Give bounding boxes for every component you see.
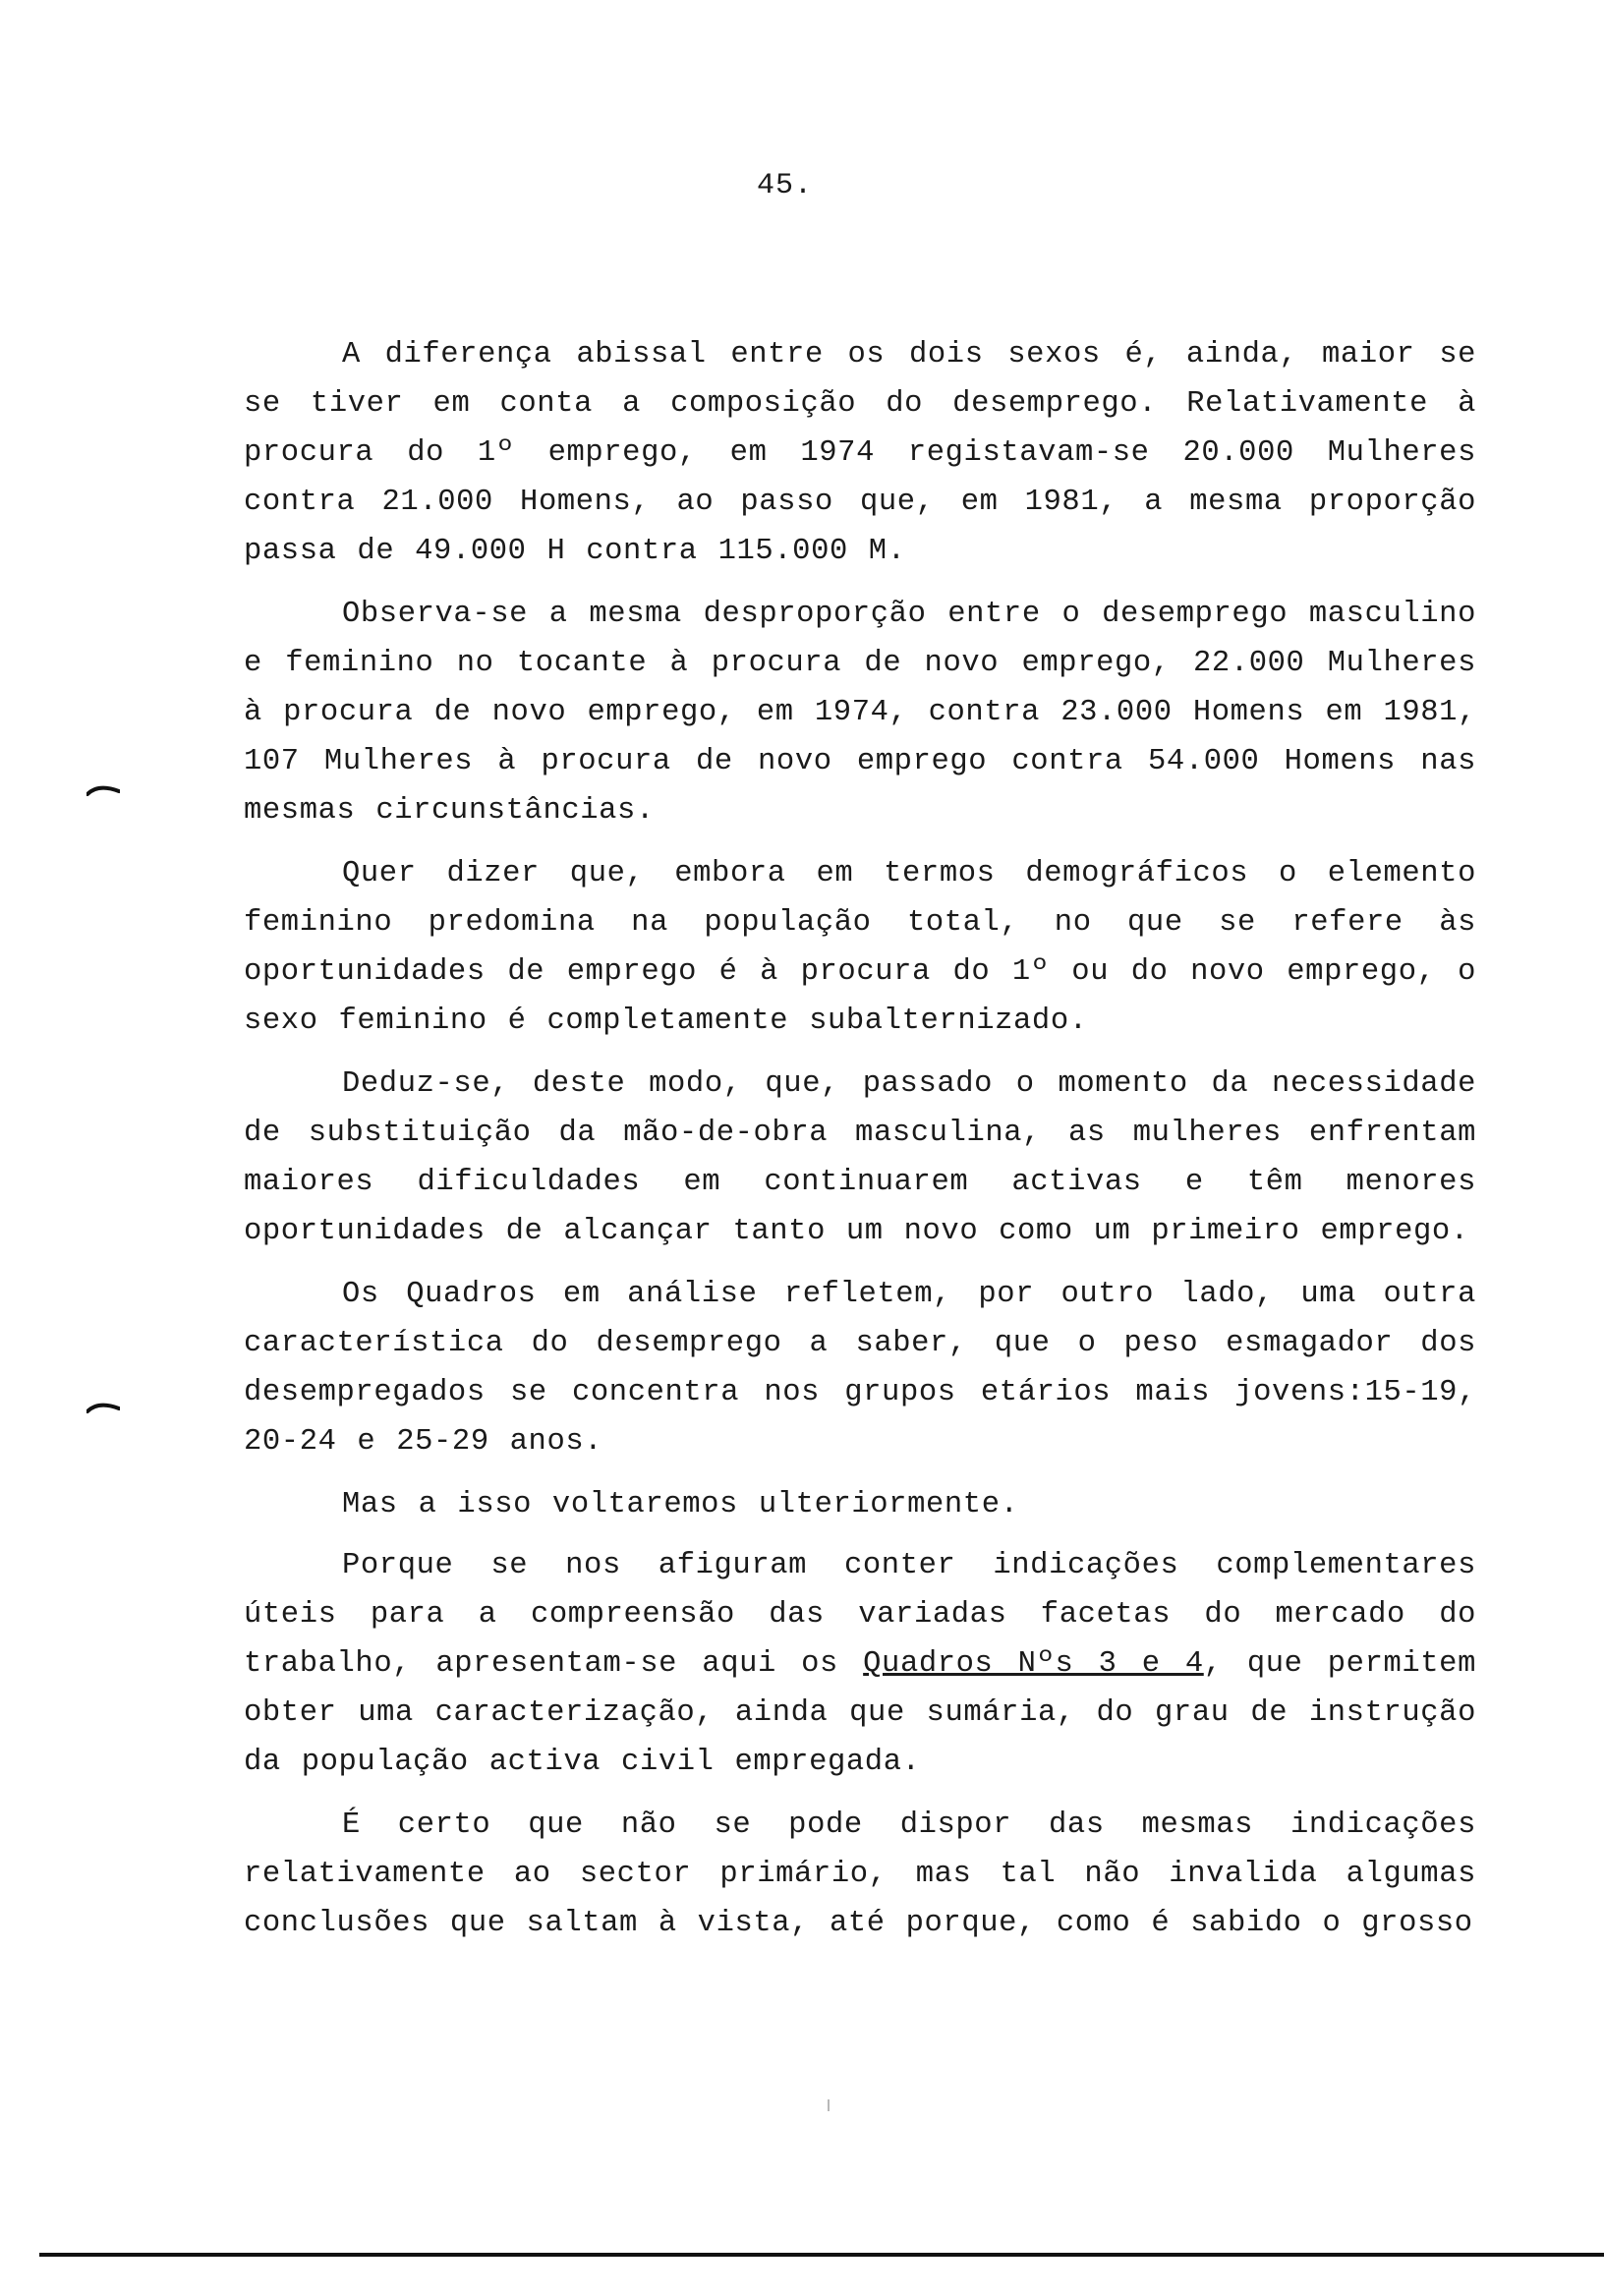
paragraph-3: Quer dizer que, embora em termos demográficos o elemento feminino predomina na população total, no que se refere às oportunidades de emprego é à procura do 1º ou do novo emprego, o sexo feminino é completamente subalternizado. xyxy=(244,857,1476,1038)
paragraph-1: A diferença abissal entre os dois sexos é, ainda, maior se se tiver em conta a composição do desemprego. Relativamente à procura do 1º emprego, em 1974 registavam-se 20.000 Mulheres contra 21.000 Homens, ao passo que, em 1981, a mesma proporção passa de 49.000 H contra 115.000 M. xyxy=(244,338,1476,568)
paragraph-7-text-after: , que permitem obter uma caracterização, ainda que sumária, do grau de instrução da população activa civil empregada. xyxy=(244,1647,1476,1779)
body-text xyxy=(244,330,1476,1962)
paragraph-7 xyxy=(244,1541,1476,1787)
margin-mark-bottom xyxy=(86,1400,120,1413)
hole-punch-mark-icon xyxy=(86,1400,120,1413)
hole-punch-mark-icon xyxy=(86,782,120,796)
margin-mark-top xyxy=(86,782,120,796)
paragraph-4: Deduz-se, deste modo, que, passado o momento da necessidade de substituição da mão-de-obra masculina, as mulheres enfrentam maiores dificuldades em continuarem activas e têm menores oportunidades de alcançar tanto um novo como um primeiro emprego. xyxy=(244,1067,1476,1248)
paragraph-2: Observa-se a mesma desproporção entre o desemprego masculino e feminino no tocante à procura de novo emprego, 22.000 Mulheres à procura de novo emprego, em 1974, contra 23.000 Homens em 1981, 107 Mulheres à procura de novo emprego contra 54.000 Homens nas mesmas circunstâncias. xyxy=(244,598,1476,828)
paragraph-5: Os Quadros em análise refletem, por outro lado, uma outra característica do desemprego a saber, que o peso esmagador dos desempregados se concentra nos grupos etários mais jovens:15-19, 20-24 e 25-29 anos. xyxy=(244,1278,1476,1459)
footer-rule xyxy=(39,2253,1604,2257)
page-number: 45. xyxy=(757,169,814,202)
paragraph-7-text-before: Porque se nos afiguram conter indicações complementares úteis para a compreensão das variadas facetas do mercado do trabalho, apresentam-se aqui os xyxy=(244,1549,1476,1681)
quadros-reference: Quadros Nºs 3 e 4 xyxy=(863,1647,1204,1681)
scan-artifact xyxy=(828,2099,830,2111)
paragraph-6: Mas a isso voltaremos ulteriormente. xyxy=(342,1488,1019,1521)
paragraph-8: É certo que não se pode dispor das mesmas indicações relativamente ao sector primário, mas tal não invalida algumas conclusões que saltam à vista, até porque, como é sabido o grosso xyxy=(244,1808,1476,1940)
